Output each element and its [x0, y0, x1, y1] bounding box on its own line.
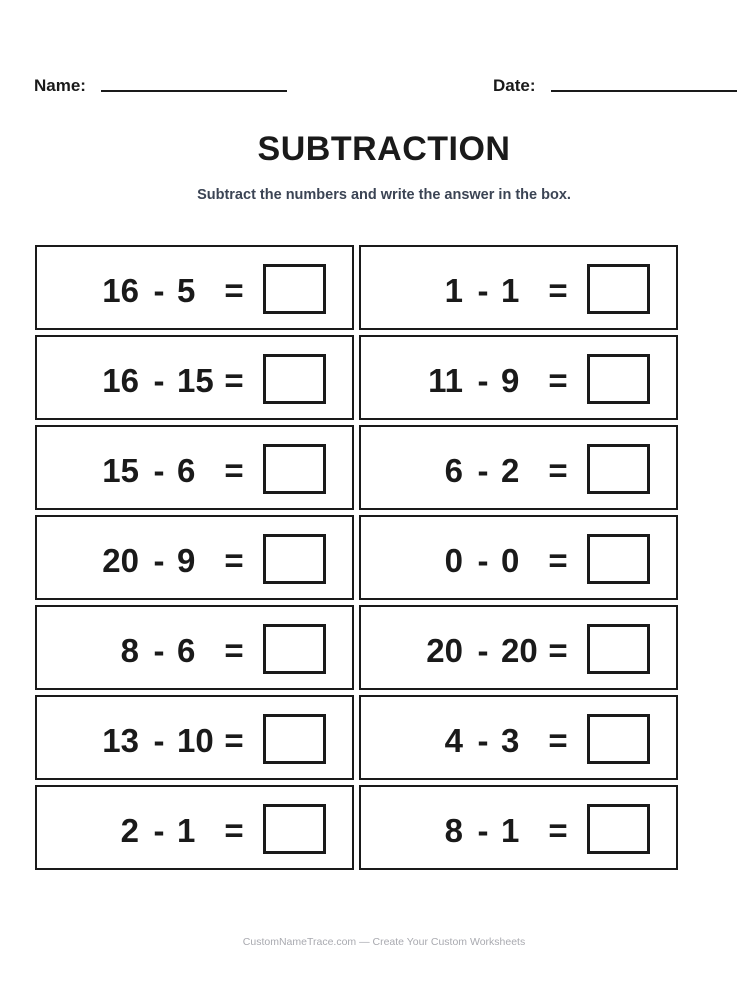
minuend: 0	[444, 542, 463, 579]
problem-cell	[359, 695, 678, 780]
minuend: 16	[102, 272, 139, 309]
name-label: Name:	[34, 76, 86, 95]
answer-box[interactable]	[263, 444, 326, 494]
minuend: 11	[428, 362, 463, 399]
subtrahend: 3	[501, 722, 520, 759]
equals-sign: =	[548, 632, 568, 669]
equals-sign: =	[224, 542, 244, 579]
answer-box[interactable]	[263, 624, 326, 674]
minus-sign: -	[477, 722, 489, 759]
problem-cell	[35, 605, 354, 690]
subtrahend: 1	[177, 812, 196, 849]
minuend: 2	[120, 812, 139, 849]
answer-box[interactable]	[263, 354, 326, 404]
minuend: 4	[444, 722, 463, 759]
subtrahend: 20	[501, 632, 538, 669]
equals-sign: =	[224, 812, 244, 849]
answer-box[interactable]	[587, 444, 650, 494]
date-label: Date:	[493, 76, 536, 95]
equals-sign: =	[548, 542, 568, 579]
minus-sign: -	[477, 632, 489, 669]
minus-sign: -	[153, 452, 165, 489]
answer-box[interactable]	[263, 714, 326, 764]
problem-cell	[359, 335, 678, 420]
subtrahend: 2	[501, 452, 520, 489]
problem-cell	[359, 785, 678, 870]
equals-sign: =	[224, 452, 244, 489]
problem-cell	[35, 335, 354, 420]
minuend: 8	[120, 632, 139, 669]
answer-box[interactable]	[263, 264, 326, 314]
equals-sign: =	[224, 272, 244, 309]
problem-cell	[359, 245, 678, 330]
problem-cell	[359, 425, 678, 510]
subtrahend: 6	[177, 452, 196, 489]
minuend: 6	[444, 452, 463, 489]
problem-cell	[359, 605, 678, 690]
answer-box[interactable]	[587, 714, 650, 764]
problem-cell	[359, 515, 678, 600]
answer-box[interactable]	[587, 264, 650, 314]
answer-box[interactable]	[587, 534, 650, 584]
answer-box[interactable]	[587, 804, 650, 854]
problem-cell	[35, 425, 354, 510]
subtrahend: 15	[177, 362, 214, 399]
subtrahend: 1	[501, 812, 520, 849]
worksheet-title: SUBTRACTION	[257, 130, 511, 168]
minus-sign: -	[477, 452, 489, 489]
answer-box[interactable]	[587, 624, 650, 674]
minus-sign: -	[477, 272, 489, 309]
equals-sign: =	[224, 632, 244, 669]
minus-sign: -	[477, 812, 489, 849]
subtrahend: 9	[177, 542, 196, 579]
minuend: 15	[102, 452, 139, 489]
subtrahend: 9	[501, 362, 520, 399]
answer-box[interactable]	[263, 534, 326, 584]
subtrahend: 5	[177, 272, 196, 309]
equals-sign: =	[224, 722, 244, 759]
minus-sign: -	[477, 362, 489, 399]
equals-sign: =	[548, 812, 568, 849]
minus-sign: -	[477, 542, 489, 579]
minuend: 8	[444, 812, 463, 849]
equals-sign: =	[548, 722, 568, 759]
minuend: 20	[426, 632, 463, 669]
subtrahend: 0	[501, 542, 520, 579]
minus-sign: -	[153, 542, 165, 579]
equals-sign: =	[548, 272, 568, 309]
minus-sign: -	[153, 812, 165, 849]
footer-text: CustomNameTrace.com — Create Your Custom Worksheets	[242, 936, 526, 948]
answer-box[interactable]	[263, 804, 326, 854]
name-line[interactable]	[101, 90, 287, 92]
subtrahend: 1	[501, 272, 520, 309]
minus-sign: -	[153, 632, 165, 669]
equals-sign: =	[548, 362, 568, 399]
minus-sign: -	[153, 362, 165, 399]
minuend: 20	[102, 542, 139, 579]
instructions: Subtract the numbers and write the answer in the box.	[197, 187, 571, 203]
problem-cell	[35, 785, 354, 870]
minuend: 1	[444, 272, 463, 309]
problem-cell	[35, 695, 354, 780]
problem-cell	[35, 245, 354, 330]
minuend: 16	[102, 362, 139, 399]
equals-sign: =	[548, 452, 568, 489]
subtrahend: 10	[177, 722, 214, 759]
minuend: 13	[102, 722, 139, 759]
minus-sign: -	[153, 272, 165, 309]
problem-cell	[35, 515, 354, 600]
minus-sign: -	[153, 722, 165, 759]
date-line[interactable]	[551, 90, 737, 92]
answer-box[interactable]	[587, 354, 650, 404]
subtrahend: 6	[177, 632, 196, 669]
equals-sign: =	[224, 362, 244, 399]
